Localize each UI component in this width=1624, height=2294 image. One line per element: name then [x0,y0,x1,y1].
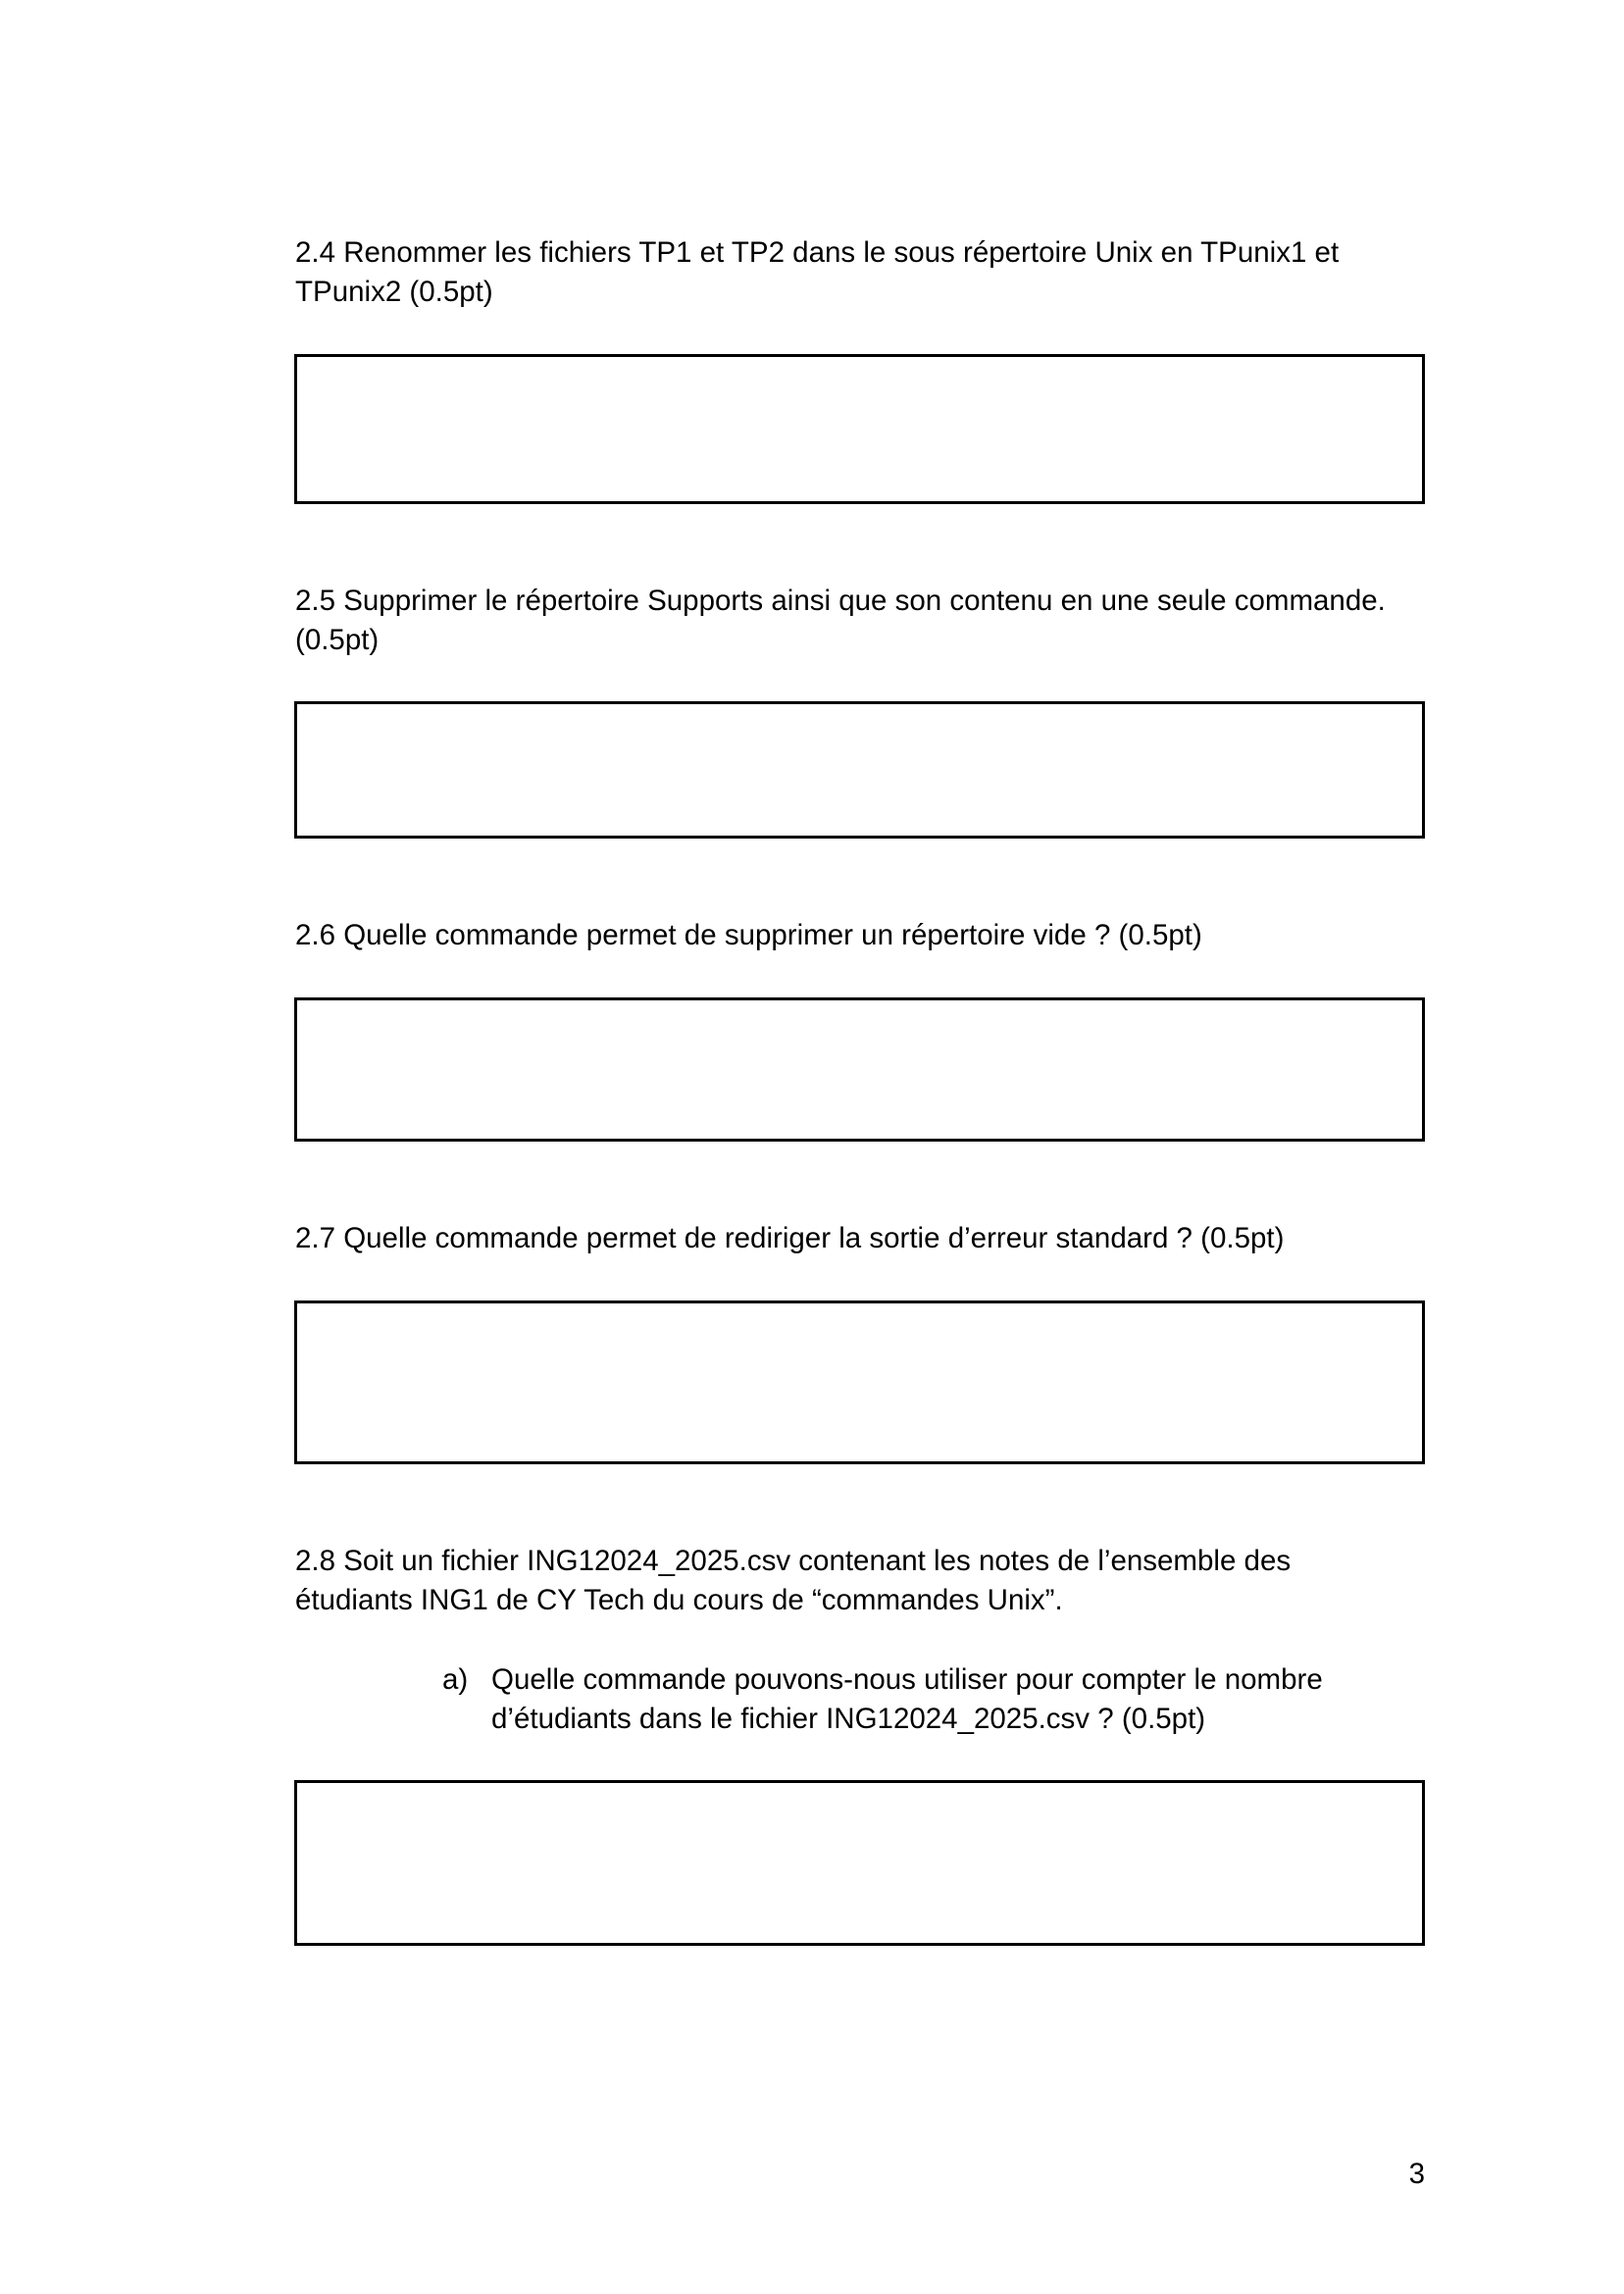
question-2-7 [295,1219,1433,1258]
answer-box-2-8-a[interactable] [294,1780,1425,1946]
answer-box-2-5[interactable] [294,701,1425,839]
question-2-4 [295,233,1433,312]
question-text-line: 2.7 Quelle commande permet de rediriger la sortie d’erreur standard ? (0.5pt) [295,1222,1285,1254]
question-text-line: (0.5pt) [295,624,380,656]
question-text-line: étudiants ING1 de CY Tech du cours de “commandes Unix”. [295,1584,1063,1616]
question-text-line: 2.4 Renommer les fichiers TP1 et TP2 dans le sous répertoire Unix en TPunix1 et [295,236,1340,269]
answer-box-2-6[interactable] [294,997,1425,1142]
question-text-line: 2.8 Soit un fichier ING12024_2025.csv contenant les notes de l’ensemble des [295,1545,1292,1577]
subquestion-text-line: d’étudiants dans le fichier ING12024_2025.csv ? (0.5pt) [491,1703,1206,1735]
subquestion-text-line: Quelle commande pouvons-nous utiliser pour compter le nombre [491,1663,1323,1696]
page-number: 3 [1408,2158,1425,2190]
question-text-line: TPunix2 (0.5pt) [295,276,493,308]
question-2-6 [295,916,1433,955]
question-text-line: 2.6 Quelle commande permet de supprimer un répertoire vide ? (0.5pt) [295,919,1202,951]
list-marker: a) [442,1663,469,1696]
answer-box-2-7[interactable] [294,1300,1425,1464]
question-2-5 [295,582,1433,660]
answer-box-2-4[interactable] [294,354,1425,504]
subquestion-text [491,1660,1323,1739]
question-text-line: 2.5 Supprimer le répertoire Supports ainsi que son contenu en une seule commande. [295,585,1386,617]
question-2-8 [295,1542,1433,1620]
subquestion-2-8-a [442,1660,1423,1739]
